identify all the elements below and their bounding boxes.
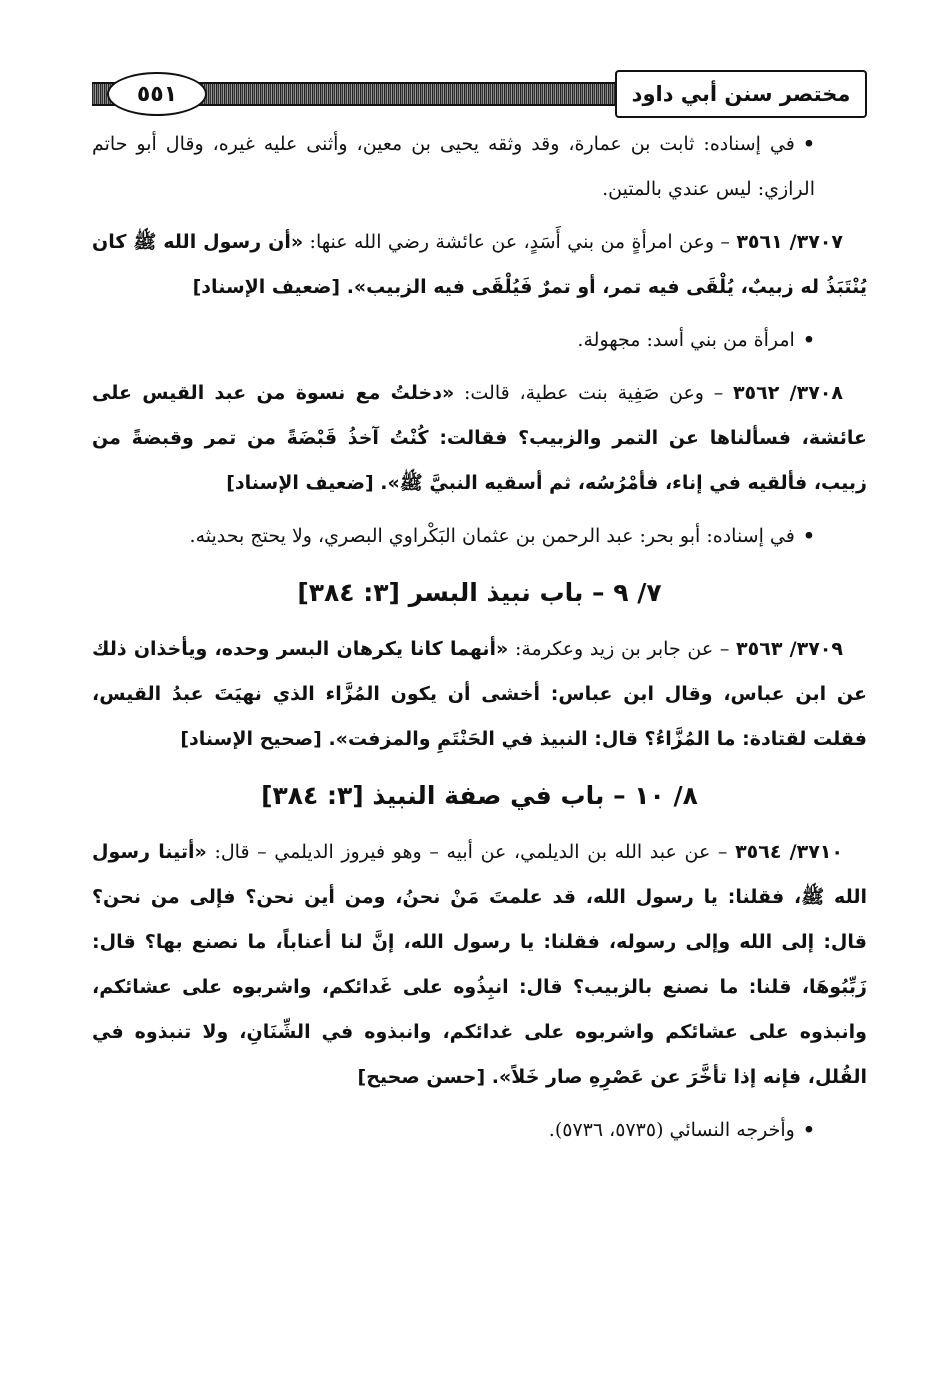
bullet-icon: • <box>802 1119 815 1141</box>
hadith-chain: – عن عبد الله بن الديلمي، عن أبيه – وهو فيروز الديلمي – قال: <box>206 841 736 863</box>
page-content <box>92 122 867 1161</box>
book-title-box <box>615 70 867 118</box>
footnote-3-text: في إسناده: أبو بحر: عبد الرحمن بن عثمان البَكْراوي البصري، ولا يحتج بحديثه. <box>189 525 795 547</box>
hadith-number: ٣٧٠٧/ ٣٥٦١ <box>736 231 843 253</box>
hadith-text: «أن رسول الله ﷺ كان يُنْتَبَذُ له زبيبٌ، يُلْقَى فيه تمر، أو تمرٌ فَيُلْقَى فيه الزبيب». <box>92 231 867 298</box>
footnote-2-text: امرأة من بني أسد: مجهولة. <box>577 329 795 351</box>
bullet-icon: • <box>802 133 815 155</box>
footnote-1-text: في إسناده: ثابت بن عمارة، وقد وثقه يحيى بن معين، وأثنى عليه غيره، وقال أبو حاتم الرازي: ليس عندي بالمتين. <box>92 133 815 200</box>
hadith-3707 <box>92 220 867 310</box>
footnote-3 <box>92 514 867 559</box>
hadith-chain: – وعن صَفِية بنت عطية، قالت: <box>454 382 733 404</box>
footnote-4-text: وأخرجه النسائي (٥٧٣٥، ٥٧٣٦). <box>548 1119 795 1141</box>
chapter-heading-9: ٧/ ٩ – باب نبيذ البسر [٣: ٣٨٤] <box>297 578 662 607</box>
chapter-heading-10: ٨/ ١٠ – باب في صفة النبيذ [٣: ٣٨٤] <box>261 781 698 810</box>
book-title: مختصر سنن أبي داود <box>631 82 851 106</box>
hadith-text: «أتينا رسول الله ﷺ، فقلنا: يا رسول الله، قد علمتَ مَنْ نحنُ، ومن أين نحن؟ فإلى من نحن؟ قال: إلى الله وإلى رسوله، فقلنا: يا رسول الله، إنَّ لنا أعناباً، ما نصنع بها؟ قال: زَبِّبُوهَا، قلنا: ما نصنع بالزبيب؟ قال: انبِذُوه على غَدائكم، واشربوه على عشائكم، وانبذوه على عشائكم واشربوه على غدائكم، وانبذوه في الشِّنَانِ، ولا تنبذوه في القُلل، فإنه إذا تأخَّرَ عن عَصْرِهِ صار خَلاً». <box>92 841 867 1088</box>
hadith-grade: [ضعيف الإسناد] <box>226 472 381 494</box>
hadith-3710 <box>92 830 867 1100</box>
hadith-text: «دخلتُ مع نسوة من عبد القيس على عائشة، فسألناها عن التمر والزبيب؟ فقالت: كُنْتُ آخذُ قَبْضَةً من تمر وقبضةً من زبيب، فألقيه في إناء، فأمْرُسُه، ثم أسقيه النبيَّ ﷺ». <box>92 382 867 494</box>
hadith-chain: – وعن امرأةٍ من بني أَسَدٍ، عن عائشة رضي الله عنها: <box>303 231 737 253</box>
hadith-number: ٣٧٠٨/ ٣٥٦٢ <box>732 382 843 404</box>
page-header <box>92 70 867 120</box>
hadith-grade: [ضعيف الإسناد] <box>192 276 347 298</box>
page-number <box>107 72 207 116</box>
hadith-grade: [حسن صحيح] <box>357 1066 492 1088</box>
hadith-number: ٣٧١٠/ ٣٥٦٤ <box>735 841 843 863</box>
hadith-number: ٣٧٠٩/ ٣٥٦٣ <box>736 638 843 660</box>
bullet-icon: • <box>802 525 815 547</box>
footnote-4 <box>92 1108 867 1153</box>
bullet-icon: • <box>802 329 815 351</box>
footnote-2 <box>92 318 867 363</box>
hadith-text: «أنهما كانا يكرهان البسر وحده، ويأخذان ذلك عن ابن عباس، وقال ابن عباس: أخشى أن يكون المُزَّاء الذي نهيَتَ عبدُ القيس، فقلت لقتادة: ما المُزَّاءُ؟ قال: النبيذ في الحَنْتَمِ والمزفت». <box>92 638 867 750</box>
hadith-chain: – عن جابر بن زيد وعكرمة: <box>508 638 737 660</box>
hadith-3708 <box>92 371 867 506</box>
hadith-3709 <box>92 627 867 762</box>
footnote-1 <box>92 122 867 212</box>
page-number-text: ٥٥١ <box>136 81 178 107</box>
hadith-grade: [صحيح الإسناد] <box>180 728 329 750</box>
